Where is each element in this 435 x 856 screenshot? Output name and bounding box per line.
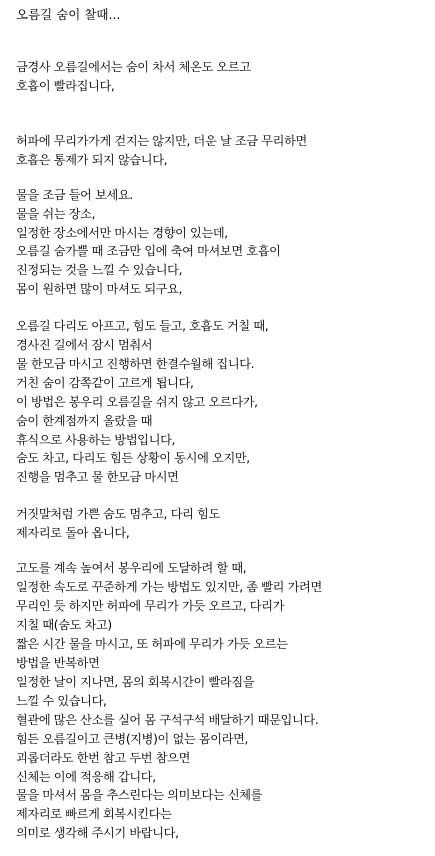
text-line: 이 방법은 봉우리 오름길을 쉬지 않고 오르다가, xyxy=(16,395,258,409)
text-line: 물을 조금 들어 보세요. xyxy=(16,188,133,202)
text-line: 힘든 오름길이고 큰병(지병)이 없는 몸이라면, xyxy=(16,732,249,746)
paragraph xyxy=(16,635,288,711)
text-line: 의미로 생각해 주시기 바랍니다, xyxy=(16,826,179,840)
paragraph xyxy=(16,559,322,635)
paragraph xyxy=(16,505,220,543)
text-line: 물을 마셔서 몸을 추스린다는 의미보다는 신체를 xyxy=(16,788,263,802)
text-line: 경사진 길에서 잠시 멈춰서 xyxy=(16,338,153,352)
text-line: 괴롭더라도 한번 참고 두번 참으면 xyxy=(16,751,191,765)
text-line: 호흡은 통제가 되지 않습니다, xyxy=(16,153,168,167)
text-line: 오름길 숨가쁠 때 조금만 입에 축여 마셔보면 호흡이 xyxy=(16,244,281,258)
text-line: 몸이 원하면 많이 마셔도 되구요, xyxy=(16,282,183,296)
text-line: 호흡이 빨라집니다, xyxy=(16,79,115,93)
text-line: 느낄 수 있습니다, xyxy=(16,694,107,708)
text-line: 혈관에 많은 산소를 실어 몸 구석구석 배달하기 때문입니다. xyxy=(16,713,319,727)
text-line: 방법을 반복하면 xyxy=(16,656,100,670)
text-line: 무리인 듯 하지만 허파에 무리가 가듯 오르고, 다리가 xyxy=(16,599,285,613)
text-line: 물 한모금 마시고 진행하면 한결수월해 집니다. xyxy=(16,357,255,371)
text-line: 제자리로 빠르게 회복시킨다는 xyxy=(16,807,172,821)
document-body xyxy=(16,6,431,840)
paragraph xyxy=(16,393,258,450)
paragraph xyxy=(16,132,307,170)
text-line: 일정한 날이 지나면, 몸의 회복시간이 빨라짐을 xyxy=(16,675,255,689)
paragraph xyxy=(16,711,318,787)
text-line: 거짓말처럼 가쁜 숨도 멈추고, 다리 힘도 xyxy=(16,507,220,521)
text-line: 휴식으로 사용하는 방법입니다, xyxy=(16,433,176,447)
text-line: 오름길 다리도 아프고, 힘도 들고, 호흡도 거칠 때, xyxy=(16,319,269,333)
text-line: 숨이 한계점까지 올랐을 때 xyxy=(16,414,153,428)
paragraph xyxy=(16,58,251,96)
text-line: 진행을 멈추고 물 한모금 마시면 xyxy=(16,470,179,484)
paragraph xyxy=(16,317,268,393)
text-line: 고도를 계속 높여서 봉우리에 도달하려 할 때, xyxy=(16,561,247,575)
text-line: 일정한 속도로 꾸준하게 가는 방법도 있지만, 좀 빨리 가려면 xyxy=(16,580,322,594)
text-line: 금경사 오름길에서는 숨이 차서 체온도 오르고 xyxy=(16,60,251,74)
text-line: 진정되는 것을 느낄 수 있습니다, xyxy=(16,263,183,277)
text-line: 거친 숨이 감쪽같이 고르게 됩니다, xyxy=(16,376,194,390)
text-line: 지칠 때(숨도 차고) xyxy=(16,618,112,632)
paragraph xyxy=(16,786,262,843)
paragraph xyxy=(16,186,228,243)
text-line: 숨도 차고, 다리도 힘든 상황이 동시에 오지만, xyxy=(16,451,250,465)
text-line: 허파에 무리가가게 걷지는 않지만, 더운 날 조금 무리하면 xyxy=(16,134,307,148)
text-line: 물을 쉬는 장소, xyxy=(16,207,96,221)
text-line: 일정한 장소에서만 마시는 경향이 있는데, xyxy=(16,226,228,240)
paragraph xyxy=(16,449,250,487)
text-line: 제자리로 돌아 옵니다, xyxy=(16,526,130,540)
text-line: 신체는 이에 적응해 갑니다, xyxy=(16,770,156,784)
document-title: 오름길 숨이 찰때... xyxy=(16,7,121,22)
paragraph xyxy=(16,242,281,299)
text-line: 짧은 시간 물을 마시고, 또 허파에 무리가 가듯 오르는 xyxy=(16,637,288,651)
